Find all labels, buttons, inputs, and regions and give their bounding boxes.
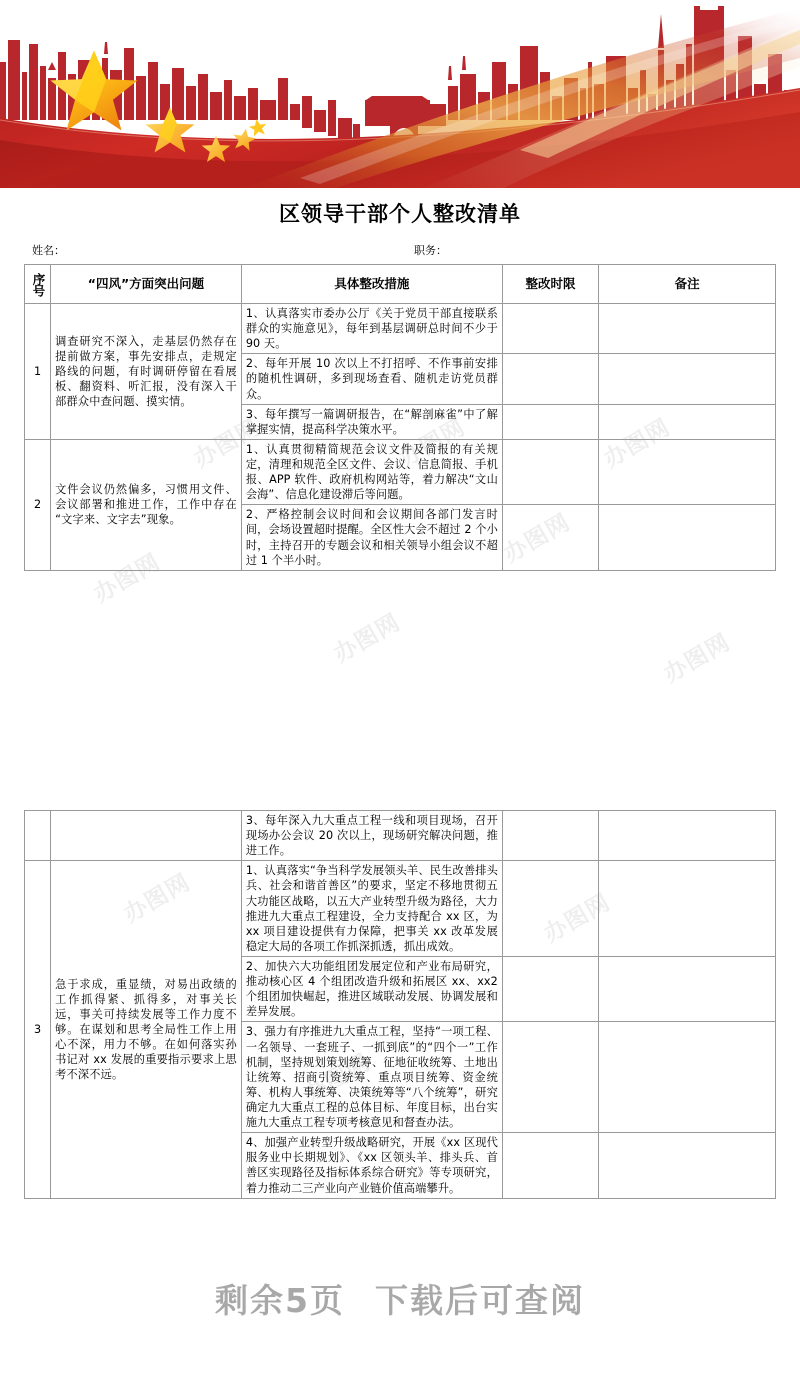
row-measure: 2、加快六大功能组团发展定位和产业布局研究，推动核心区 4 个组团改造升级和拓展区 xx、xx2 个组团加快崛起，推进区域联动发展、协调发展和差异发展。: [241, 956, 502, 1021]
row-problem: [51, 811, 242, 861]
row-note[interactable]: [599, 354, 776, 404]
row-deadline[interactable]: [502, 956, 598, 1021]
row-problem: 调查研究不深入，走基层仍然存在提前做方案，事先安排点，走规定路线的问题，有时调研停留在看展板、翻资料、听汇报，没有深入干部群众中查问题、摸实情。: [51, 304, 242, 440]
row-deadline[interactable]: [502, 505, 598, 570]
row-deadline[interactable]: [502, 439, 598, 504]
row-measure: 1、认真贯彻精简规范会议文件及简报的有关规定，清理和规范全区文件、会议、信息简报、手机报、APP 软件、政府机构网站等，着力解决“文山会海”、信息化建设滞后等问题。: [241, 439, 502, 504]
page-title: 区领导干部个人整改清单: [279, 202, 521, 226]
col-header-no: 序号: [25, 265, 51, 304]
row-no: [25, 811, 51, 861]
row-measure: 3、每年撰写一篇调研报告，在“解剖麻雀”中了解掌握实情，提高科学决策水平。: [241, 404, 502, 439]
name-label: 姓名：: [32, 244, 65, 257]
watermark: 办图网: [499, 509, 575, 568]
watermark: 办图网: [89, 549, 165, 608]
watermark: 办图网: [189, 414, 265, 473]
document-page-2: [0, 810, 800, 1210]
row-deadline[interactable]: [502, 1022, 598, 1133]
row-problem: 文件会议仍然偏多，习惯用文件、会议部署和推进工作，工作中存在“文字来、文字去”现象。: [51, 439, 242, 570]
watermark: 办图网: [659, 629, 735, 688]
row-measure: 2、每年开展 10 次以上不打招呼、不作事前安排的随机性调研，多到现场查看、随机走访党员群众。: [241, 354, 502, 404]
row-note[interactable]: [599, 811, 776, 861]
watermark: 办图网: [539, 889, 615, 948]
row-deadline[interactable]: [502, 354, 598, 404]
rectification-table-page1: [24, 264, 776, 571]
row-deadline[interactable]: [502, 861, 598, 957]
row-note[interactable]: [599, 1022, 776, 1133]
row-no: 3: [25, 861, 51, 1198]
remaining-pages-label: 剩余5页: [215, 1280, 345, 1320]
row-measure: 2、严格控制会议时间和会议期间各部门发言时间，会场设置超时提醒。全区性大会不超过 2 个小时，主持召开的专题会议和相关领导小组会议不超过 1 个半小时。: [241, 505, 502, 570]
watermark: 办图网: [119, 869, 195, 928]
table-row: [25, 861, 776, 957]
row-note[interactable]: [599, 404, 776, 439]
row-measure: 4、加强产业转型升级战略研究，开展《xx 区现代服务业中长期规划》、《xx 区领头羊、排头兵、首善区实现路径及指标体系综合研究》等专项研究，着力推动二三产业向产业链价值高端攀升。: [241, 1133, 502, 1198]
table-row: [25, 439, 776, 504]
row-no: 1: [25, 304, 51, 440]
header-banner: [0, 0, 800, 190]
row-note[interactable]: [599, 304, 776, 354]
download-footer: [0, 1258, 800, 1338]
document-page-1: [0, 190, 800, 785]
rectification-table-page2: [24, 810, 776, 1199]
watermark: 办图网: [329, 609, 405, 668]
col-header-note: 备注: [599, 265, 776, 304]
row-note[interactable]: [599, 956, 776, 1021]
row-note[interactable]: [599, 439, 776, 504]
download-hint-label: 下载后可查阅: [374, 1280, 585, 1320]
row-deadline[interactable]: [502, 304, 598, 354]
banner-artwork: [0, 0, 800, 190]
table-row: [25, 304, 776, 354]
row-measure: 3、强力有序推进九大重点工程，坚持“一项工程、一名领导、一套班子、一抓到底”的“四个一”工作机制，坚持规划策划统筹、征地征收统筹、土地出让统筹、招商引资统筹、重点项目统筹、资金统筹、机构人事统筹、决策统筹等“八个统筹”，研究确定九大重点工程的总体目标、年度目标，出台实施九大重点工程专项考核意见和督查办法。: [241, 1022, 502, 1133]
row-deadline[interactable]: [502, 811, 598, 861]
row-measure: 1、认真落实市委办公厅《关于党员干部直接联系群众的实施意见》，每年到基层调研总时间不少于 90 天。: [241, 304, 502, 354]
row-measure: 3、每年深入九大重点工程一线和项目现场，召开现场办公会议 20 次以上，现场研究解决问题，推进工作。: [241, 811, 502, 861]
row-note[interactable]: [599, 1133, 776, 1198]
table-row-continuation: [25, 811, 776, 861]
row-note[interactable]: [599, 861, 776, 957]
watermark: 办图网: [394, 414, 470, 473]
col-header-deadline: 整改时限: [502, 265, 598, 304]
watermark: 办图网: [599, 414, 675, 473]
row-problem: 急于求成，重显绩，对易出政绩的工作抓得紧、抓得多，对事关长远，事关可持续发展等工作力度不够。在谋划和思考全局性工作上用心不深，用力不够。在如何落实孙书记对 xx 发展的重要指示要求上思考不深不远。: [51, 861, 242, 1198]
row-no: 2: [25, 439, 51, 570]
form-meta-line: [24, 242, 776, 258]
watermark: 办图网: [299, 1049, 375, 1108]
row-deadline[interactable]: [502, 1133, 598, 1198]
col-header-measure: 具体整改措施: [241, 265, 502, 304]
col-header-problem: “四风”方面突出问题: [51, 265, 242, 304]
table-header-row: [25, 265, 776, 304]
row-measure: 1、认真落实“争当科学发展领头羊、民生改善排头兵、社会和谐首善区”的要求，坚定不移地贯彻五大功能区战略，以五大产业转型升级为路径，大力推进九大重点工程建设，全力支持配合 xx 区，为 xx 项目建设提供有力保障，把事关 xx 改革发展稳定大局的各项工作抓深抓透，抓出成效。: [241, 861, 502, 957]
post-label: 职务：: [414, 244, 447, 257]
row-deadline[interactable]: [502, 404, 598, 439]
row-note[interactable]: [599, 505, 776, 570]
